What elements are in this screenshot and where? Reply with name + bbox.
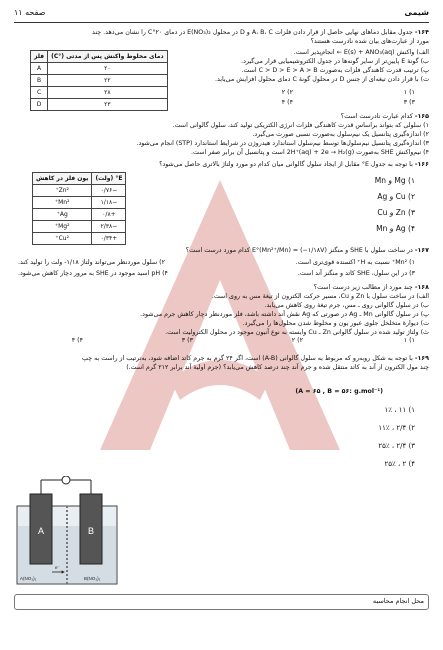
q164-table	[30, 50, 168, 111]
table-cell: ۲۰	[48, 63, 167, 75]
q166-option-2[interactable]: ۲) Cu و Ag	[377, 192, 415, 201]
table-cell: Cu²⁺	[33, 233, 92, 245]
subject-title: شیمی	[404, 8, 429, 17]
q168-stmt-b: ب) در سلول گالوانی روی ـ مس، جرم تیغهٔ روی کاهش می‌یابد.	[264, 302, 429, 309]
calculation-area-label: محل انجام محاسبه	[372, 597, 424, 605]
q166-col-ion: یون فلز در کاهش	[33, 173, 92, 185]
q164-line1: جدول مقابل دماهای نهایی حاصل از قرار دادن فلزات A، B، C و D در محلول E(NO₃)₂ در دمای ۲۰°C را نشان می‌دهد. چند	[92, 29, 413, 36]
q166-option-3[interactable]: ۳) Zn و Cu	[377, 208, 415, 217]
q166-number: ۱۶۶-	[414, 161, 429, 168]
table-cell: −۰/۷۶	[92, 185, 126, 197]
q169-line1: با توجه به شکل روبه‌رو که مربوط به سلول گالوانی (A-B) است، اگر ۲۴ گرم به جرم کاتد اضافه شود، به‌ترتیب از راست به چپ	[82, 355, 413, 362]
q169-option-1[interactable]: ۱) ۱۱ ، ۱٪	[384, 406, 415, 414]
q167-number: ۱۶۷-	[414, 247, 429, 254]
table-cell: Mg²⁺	[33, 221, 92, 233]
q167-title: در ساخت سلول با SHE و منگنز E°(Mn²⁺/Mn) = (−۱/۱۸V) کدام مورد درست است؟	[185, 247, 413, 254]
galvanic-cell-figure	[12, 476, 122, 586]
table-cell: Ag⁺	[33, 209, 92, 221]
q169-option-3[interactable]: ۳) ۲/۴ ، ۲۵٪	[378, 442, 415, 450]
cell-left-solution: A(NO₃)₂	[20, 576, 37, 581]
q168-option-1[interactable]: ۱) ۱	[403, 337, 415, 344]
q168-option-4[interactable]: ۴) ۴	[71, 337, 83, 344]
calculation-area	[14, 594, 429, 610]
q166-table	[32, 172, 126, 245]
question-167	[14, 246, 429, 255]
q168-stmt-e: ث) ولتاژ تولید شده در سلول گالوانی Zn ـ Cu وابسته به نوع آنیون موجود در محلول الکترولیت است.	[165, 329, 429, 336]
cell-right-solution: B(NO₃)₂	[84, 576, 101, 581]
table-cell: A	[31, 63, 48, 75]
table-cell: Zn²⁺	[33, 185, 92, 197]
q165-number: ۱۶۵-	[414, 113, 429, 120]
q164-col-metal: فلز	[31, 51, 48, 63]
q164-stmt-d: ت) با قرار دادن تیغه‌ای از جنس D در محلول گونهٔ C دمای محلول افزایش می‌یابد.	[214, 76, 429, 83]
q164-line2: مورد از عبارت‌های بیان شده نادرست هستند؟	[310, 38, 429, 45]
q169-line2: چند مول الکترون از آند به کاتد منتقل شده و جرم آند چند درصد کاهش می‌یابد؟ (جرم اولیهٔ آند برابر ۲۱۲ گرم است.)	[126, 364, 429, 371]
table-cell: ۲۳	[48, 99, 167, 111]
q169-option-2[interactable]: ۲) ۲/۴ ، ۱۱٪	[378, 424, 415, 432]
question-166	[14, 160, 429, 169]
q167-option-1[interactable]: ۱) Mn²⁺ نسبت به H⁺ اکسنده قوی‌تری است.	[295, 259, 415, 266]
table-cell: D	[31, 99, 48, 111]
q165-option-3[interactable]: ۳) اندازه‌گیری پتانسیل نیم‌سلول‌ها توسط نیم‌سلول استاندارد هیدروژن در شرایط استاندارد (STP) انجام می‌شود.	[136, 140, 429, 147]
table-cell: ۲۸	[48, 87, 167, 99]
q169-number: ۱۶۹-	[414, 355, 429, 362]
q165-option-4[interactable]: ۴) نیم‌واکنش SHE به‌صورت 2H⁺(aq) + 2e → H₂(g) است و پتانسیل آن برابر صفر است.	[191, 149, 429, 156]
q166-option-4[interactable]: ۴) Ag و Mn	[376, 224, 415, 233]
q167-option-2[interactable]: ۲) سلول موردنظر می‌تواند ولتاژ ۱/۱۸- ولت را تولید کند.	[18, 259, 165, 266]
question-164	[14, 28, 429, 46]
q165-title: کدام عبارت نادرست است؟	[340, 113, 413, 120]
q164-statements	[190, 48, 429, 84]
q166-col-e: E° (ولت)	[92, 173, 126, 185]
q164-stmt-b: ب) گونهٔ E پایین‌تر از سایر گونه‌ها در جدول الکتروشیمیایی قرار می‌گیرد.	[241, 58, 429, 65]
q165-option-1[interactable]: ۱) سلولی که بتواند براساس قدرت کاهندگی فلزات انرژی الکتریکی تولید کند، سلول گالوانی است.	[172, 122, 429, 129]
question-168	[14, 283, 429, 337]
question-165	[14, 112, 429, 157]
q168-option-2[interactable]: ۲) ۲	[291, 337, 303, 344]
q164-stmt-a: الف) واکنش E(s) + ANO₃(aq) ← انجام‌پذیر است.	[293, 49, 429, 56]
q166-option-1[interactable]: ۱) Mg و Mn	[374, 176, 415, 185]
q169-option-4[interactable]: ۴) ۲ ، ۲۵٪	[384, 460, 415, 468]
q164-option-3[interactable]: ۳) ۳	[403, 99, 415, 106]
table-cell: −۲/۳۸	[92, 221, 126, 233]
page-number: صفحه ۱۱	[14, 8, 46, 17]
q167-option-4[interactable]: ۴) pH اسید موجود در SHE به مرور دچار کاهش می‌شود.	[18, 270, 168, 277]
table-cell: −۱/۱۸	[92, 197, 126, 209]
q164-number: ۱۶۴-	[414, 29, 429, 36]
q167-option-3[interactable]: ۳) در این سلول، SHE کاتد و منگنز آند است.	[297, 270, 415, 277]
q168-title: چند مورد از مطالب زیر درست است؟	[313, 284, 413, 291]
q164-option-4[interactable]: ۴) ۴	[281, 99, 293, 106]
q164-option-2[interactable]: ۲) ۲	[281, 89, 293, 96]
table-cell: C	[31, 87, 48, 99]
q168-stmt-c: پ) در سلول گالوانی Mn ـ Ag در صورتی که Ag نقش آند داشته باشد، فلز موردنظر دچار کاهش جرم می‌شود.	[140, 311, 429, 318]
table-cell: Mn²⁺	[33, 197, 92, 209]
header-divider	[14, 22, 429, 23]
cell-electron-label: e⁻	[55, 565, 60, 570]
q168-number: ۱۶۸-	[414, 284, 429, 291]
q164-col-temp: دمای مخلوط واکنش پس از مدتی (°C)	[48, 51, 167, 63]
table-cell: B	[31, 75, 48, 87]
table-cell: ۲۲	[48, 75, 167, 87]
q166-title: با توجه به جدول E° مقابل از ایجاد سلول گالوانی میان کدام دو مورد ولتاژ بالاتری حاصل می‌شود؟	[159, 161, 413, 168]
cell-electrode-b-label: B	[87, 526, 95, 536]
question-169	[14, 354, 429, 372]
q168-stmt-d: ت) دیوارهٔ متخلخل جلوی عبور یون و مخلوط شدن محلول‌ها را می‌گیرد.	[242, 320, 429, 327]
q164-stmt-c: پ) ترتیب قدرت کاهندگی فلزات به‌صورت C > D > E > A > B است.	[241, 67, 429, 74]
q168-stmt-a: الف) در ساخت سلول با Zn و Cu، مسیر حرکت الکترون از تیغهٔ مس به روی است.	[211, 293, 429, 300]
q165-option-2[interactable]: ۲) اندازه‌گیری پتانسیل یک نیم‌سلول به‌صورت نسبی صورت می‌گیرد.	[252, 131, 429, 138]
cell-electrode-a-label: A	[37, 526, 45, 536]
table-cell: +۰/۳۴	[92, 233, 126, 245]
q168-option-3[interactable]: ۳) ۳	[181, 337, 193, 344]
q169-molar-masses: (A = ۶۵ , B = ۵۶: g.mol⁻¹)	[295, 388, 383, 395]
table-cell: +۰/۸	[92, 209, 126, 221]
q164-option-1[interactable]: ۱) ۱	[403, 89, 415, 96]
